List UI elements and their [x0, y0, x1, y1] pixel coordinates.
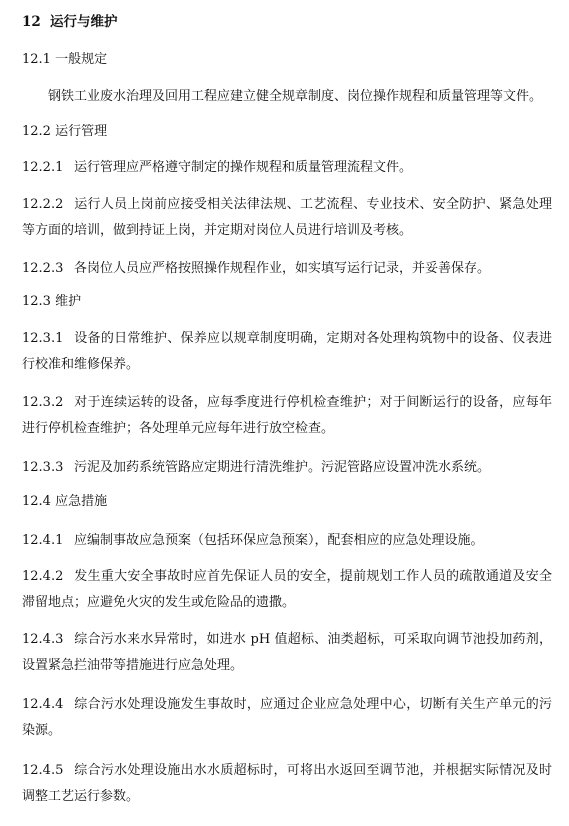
clause-12-3-2 [22, 390, 552, 442]
clause-number: 12.3.2 [22, 395, 64, 410]
clause-number: 12.4.4 [22, 697, 64, 712]
clause-text: 发生重大安全事故时应首先保证人员的安全，提前规划工作人员的疏散通道及安全滞留地点；应避免火灾的发生或危险品的遗撒。 [22, 569, 552, 610]
clause-12-3-3 [22, 455, 552, 481]
section-heading-12-4: 12.4 应急措施 [22, 494, 108, 509]
clause-text: 运行人员上岗前应接受相关法律法规、工艺流程、专业技术、安全防护、紧急处理等方面的培训，做到持证上岗，并定期对岗位人员进行培训及考核。 [22, 197, 552, 238]
chapter-heading [22, 14, 547, 30]
clause-text: 运行管理应严格遵守制定的操作规程和质量管理流程文件。 [74, 160, 413, 175]
clause-text: 各岗位人员应严格按照操作规程作业，如实填写运行记录，并妥善保存。 [74, 261, 491, 276]
clause-number: 12.2.3 [22, 261, 64, 276]
clause-number: 12.4.2 [22, 569, 64, 584]
clause-number: 12.3.3 [22, 460, 64, 475]
paragraph-12-1: 钢铁工业废水治理及回用工程应建立健全规章制度、岗位操作规程和质量管理等文件。 [48, 89, 543, 104]
clause-12-4-4 [22, 692, 552, 744]
clause-12-4-1 [22, 528, 552, 554]
clause-text: 综合污水处理设施发生事故时，应通过企业应急处理中心，切断有关生产单元的污染源。 [22, 697, 552, 738]
clause-number: 12.3.1 [22, 331, 64, 346]
clause-number: 12.2.1 [22, 160, 64, 175]
clause-text: 应编制事故应急预案（包括环保应急预案），配套相应的应急处理设施。 [74, 533, 484, 548]
clause-12-4-5 [22, 758, 552, 810]
section-heading-12-3: 12.3 维护 [22, 294, 82, 309]
clause-12-2-3 [22, 256, 552, 282]
clause-number: 12.4.5 [22, 763, 64, 778]
clause-12-4-3 [22, 627, 552, 679]
clause-12-3-1 [22, 326, 552, 378]
clause-text: 综合污水处理设施出水水质超标时，可将出水返回至调节池，并根据实际情况及时调整工艺运行参数。 [22, 763, 552, 804]
chapter-title: 运行与维护 [50, 14, 118, 30]
chapter-number: 12 [22, 14, 41, 30]
clause-12-2-2 [22, 192, 552, 244]
clause-number: 12.4.1 [22, 533, 64, 548]
clause-text: 综合污水来水异常时，如进水 pH 值超标、油类超标，可采取向调节池投加药剂，设置紧急拦油带等措施进行应急处理。 [22, 632, 552, 673]
clause-text: 对于连续运转的设备，应每季度进行停机检查维护；对于间断运行的设备，应每年进行停机检查维护；各处理单元应每年进行放空检查。 [22, 395, 552, 436]
clause-12-4-2 [22, 564, 552, 616]
clause-text: 设备的日常维护、保养应以规章制度明确，定期对各处理构筑物中的设备、仪表进行校准和维修保养。 [22, 331, 552, 372]
clause-number: 12.2.2 [22, 197, 64, 212]
section-heading-12-2: 12.2 运行管理 [22, 124, 108, 139]
section-heading-12-1: 12.1 一般规定 [22, 52, 108, 67]
clause-number: 12.4.3 [22, 632, 64, 647]
clause-12-2-1 [22, 155, 552, 181]
clause-text: 污泥及加药系统管路应定期进行清洗维护。污泥管路应设置冲洗水系统。 [74, 460, 491, 475]
